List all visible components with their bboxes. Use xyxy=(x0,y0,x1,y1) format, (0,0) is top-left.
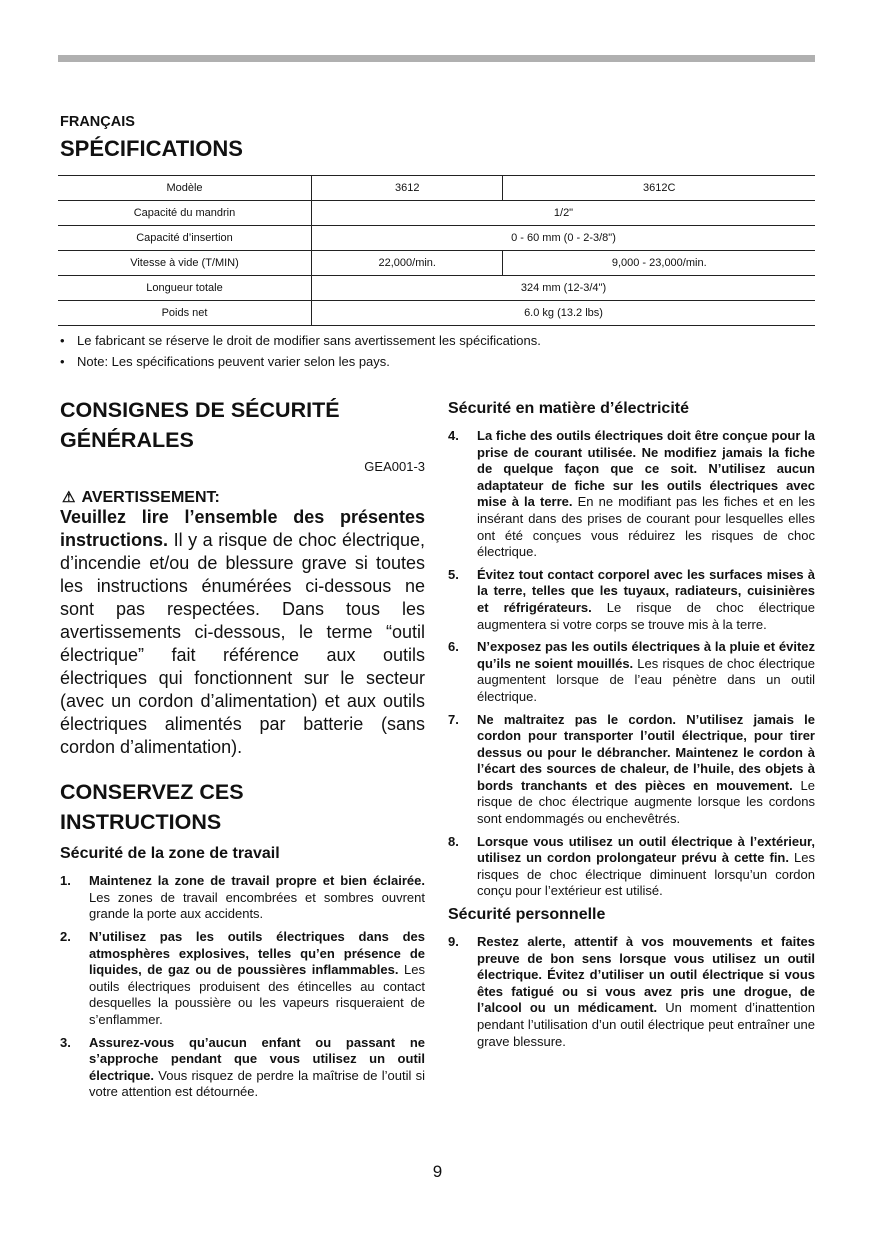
item-text: Les risques de choc électrique augmentent lorsque de l’eau pénètre dans un outil électrique. xyxy=(477,655,815,704)
list-item xyxy=(448,834,815,900)
item-number: 5. xyxy=(448,566,459,582)
table-cell: Capacité d’insertion xyxy=(58,226,312,251)
item-number: 3. xyxy=(60,1034,71,1050)
item-bold: Évitez tout contact corporel avec les surfaces mises à la terre, telles que les tuyaux, radiateurs, cuisinières et réfrigérateurs. xyxy=(477,566,815,615)
right-column xyxy=(448,398,815,1050)
header-rule xyxy=(58,55,815,62)
item-text: En ne modifiant pas les fiches et en les insérant dans des prises de courant pour lesquelles elles ont été conçues vous réduirez les risques de choc électrique. xyxy=(477,494,815,560)
list-item xyxy=(448,428,815,561)
page-number: 9 xyxy=(432,1162,443,1181)
item-text: Le risque de choc électrique augmente lorsque les cordons sont endommagés ou enchevêtrés. xyxy=(477,777,816,827)
list-item xyxy=(60,873,425,923)
general-safety-title: CONSIGNES DE SÉCURITÉ GÉNÉRALES xyxy=(60,398,340,452)
table-cell: 9,000 - 23,000/min. xyxy=(503,251,815,276)
table-cell: 3612 xyxy=(312,176,503,201)
item-bold: N’utilisez pas les outils électriques dans des atmosphères explosives, telles qu’en présence de liquides, de gaz ou de poussières inflammables. xyxy=(89,928,425,978)
warning-triangle-icon: ⚠ xyxy=(62,488,76,506)
item-text: Les zones de travail encombrées et sombres ouvrent grande la porte aux accidents. xyxy=(89,889,425,922)
item-text: Le risque de choc électrique augmentera si votre corps se trouve mis à la terre. xyxy=(477,599,815,632)
warning-heading-text: AVERTISSEMENT: xyxy=(81,488,220,506)
item-text: Un moment d’inattention pendant l’utilisation d’un outil électrique peut entraîner une grave blessure. xyxy=(477,1000,815,1049)
warning-body xyxy=(60,506,425,759)
item-bold: Maintenez la zone de travail propre et bien éclairée. xyxy=(89,873,425,889)
table-cell: 6.0 kg (13.2 lbs) xyxy=(312,301,816,326)
table-cell: 22,000/min. xyxy=(312,251,503,276)
warning-bold: Veuillez lire l’ensemble des présentes instructions. xyxy=(60,507,425,551)
section-title: Sécurité personnelle xyxy=(448,906,606,924)
item-text: Les outils électriques produisent des étincelles au contact desquelles la poussière ou les vapeurs risqueraient de s’enflammer. xyxy=(89,962,425,1027)
table-cell: Poids net xyxy=(58,301,312,326)
item-bold: Restez alerte, attentif à vos mouvements et faites preuve de bon sens lorsque vous utilisez un outil électrique. Évitez d’utiliser un outil électrique si vous êtes fatigué ou si vous avez pris une drogue, de l’alcool ou un médicament. xyxy=(477,934,815,1016)
item-number: 7. xyxy=(448,711,459,727)
document-code: GEA001-3 xyxy=(364,459,425,474)
item-bold: La fiche des outils électriques doit être conçue pour la prise de courant utilisée. Ne modifiez jamais la fiche de quelque façon que ce soit. N’utilisez aucun adaptateur de fiche sur les outils électriques avec mise à la terre. xyxy=(477,428,815,510)
item-bold: Assurez-vous qu’aucun enfant ou passant ne s’approche pendant que vous utilisez un outil électrique. xyxy=(89,1034,425,1083)
keep-instructions-title: CONSERVEZ CES INSTRUCTIONS xyxy=(60,780,244,835)
specifications-table xyxy=(58,175,815,326)
item-number: 1. xyxy=(60,873,71,889)
spec-notes xyxy=(60,330,541,372)
table-row xyxy=(58,201,815,226)
list-item xyxy=(60,1035,425,1101)
table-row xyxy=(58,226,815,251)
table-cell: 1/2" xyxy=(312,201,816,226)
table-cell: Modèle xyxy=(58,176,312,201)
table-row xyxy=(58,251,815,276)
item-number: 2. xyxy=(60,928,71,944)
list-item xyxy=(448,567,815,633)
table-cell: Capacité du mandrin xyxy=(58,201,312,226)
list-item xyxy=(448,712,815,828)
item-number: 6. xyxy=(448,639,459,655)
item-number: 9. xyxy=(448,934,459,950)
note-item: • Le fabricant se réserve le droit de modifier sans avertissement les spécifications. xyxy=(60,330,541,351)
item-text: Les risques de choc électrique diminuent lorsqu’un cordon conçu pour l’extérieur est utilisé. xyxy=(477,850,815,899)
item-bold: Lorsque vous utilisez un outil électrique à l’extérieur, utilisez un cordon prolongateur prévu à cette fin. xyxy=(477,833,815,866)
list-item xyxy=(60,929,425,1029)
list-item xyxy=(448,639,815,705)
table-row xyxy=(58,301,815,326)
table-cell: 0 - 60 mm (0 - 2-3/8") xyxy=(312,226,816,251)
list-item xyxy=(448,934,815,1050)
language-label: FRANÇAIS xyxy=(60,114,135,130)
table-row xyxy=(58,276,815,301)
table-row xyxy=(58,176,815,201)
section-title: Sécurité en matière d’électricité xyxy=(448,400,689,417)
table-cell: Vitesse à vide (T/MIN) xyxy=(58,251,312,276)
table-cell: 324 mm (12-3/4") xyxy=(312,276,816,301)
table-cell: 3612C xyxy=(503,176,815,201)
specifications-title: SPÉCIFICATIONS xyxy=(60,136,243,161)
left-column xyxy=(60,395,425,1101)
note-item: • Note: Les spécifications peuvent varier selon les pays. xyxy=(60,351,541,372)
item-bold: N’exposez pas les outils électriques à la pluie et évitez qu’ils ne soient mouillés. xyxy=(477,639,815,671)
item-number: 8. xyxy=(448,833,459,849)
item-bold: Ne maltraitez pas le cordon. N’utilisez jamais le cordon pour transporter l’outil électrique, pour tirer dessus ou pour le débrancher. Maintenez le cordon à l’écart des sources de chaleur, de l’huile, des objets à bords tranchants et des pièces en mouvement. xyxy=(477,711,815,793)
warning-text: Il y a risque de choc électrique, d’incendie et/ou de blessure grave si toutes les instructions énumérées ci-dessous ne sont pas respectées. Dans tous les avertissements ci-dessous, le terme “outil électrique” fait référence aux outils électriques qui fonctionnent sur le secteur (avec un cordon d’alimentation) et aux outils électriques alimentés par batterie (sans cordon d’alimentation). xyxy=(60,530,425,758)
table-cell: Longueur totale xyxy=(58,276,312,301)
item-number: 4. xyxy=(448,428,459,443)
item-text: Vous risquez de perdre la maîtrise de l’outil si votre attention est détournée. xyxy=(89,1067,425,1100)
warning-heading xyxy=(60,490,425,507)
section-title: Sécurité de la zone de travail xyxy=(60,845,280,863)
